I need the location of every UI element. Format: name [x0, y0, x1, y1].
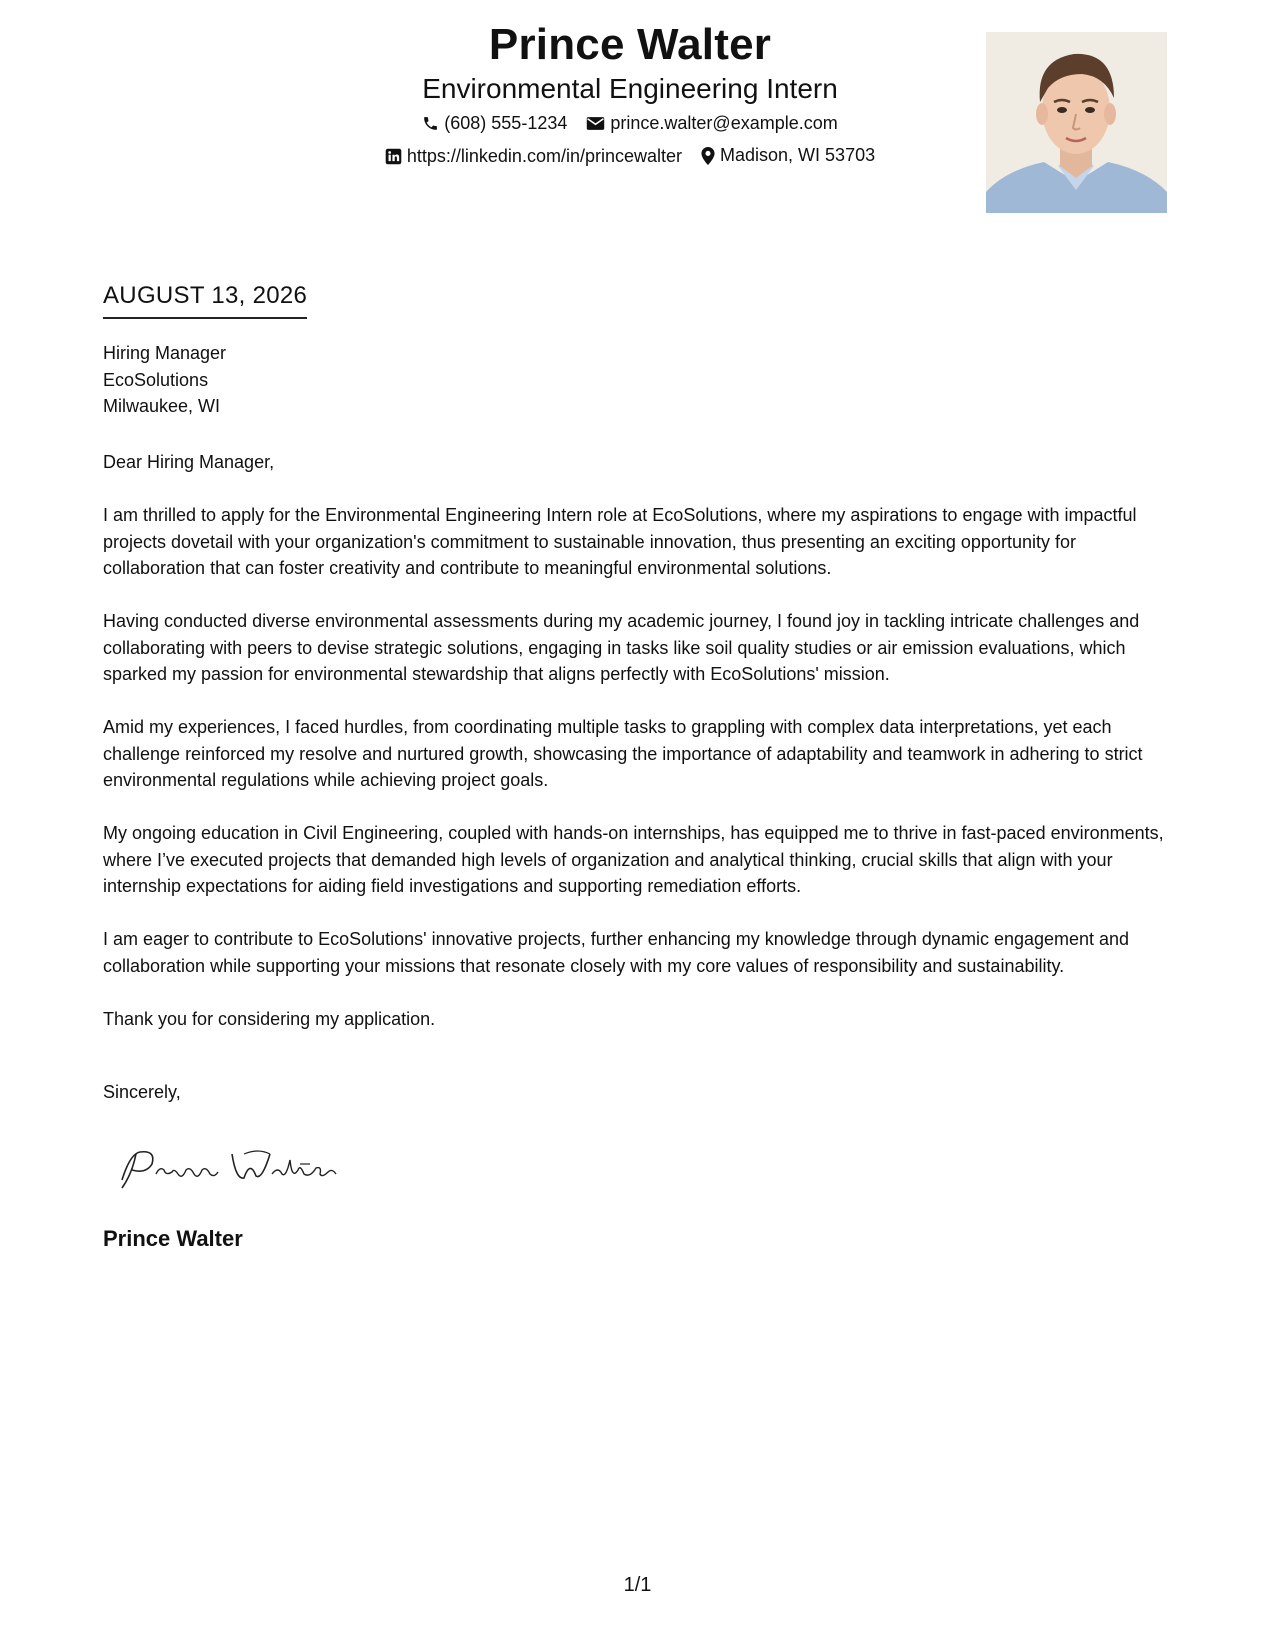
linkedin-icon — [385, 148, 402, 165]
linkedin-text[interactable]: https://linkedin.com/in/princewalter — [406, 145, 682, 166]
body-paragraph: Amid my experiences, I faced hurdles, from coordinating multiple tasks to grappling with complex data interpretations, yet each challenge reinforced my resolve and nurtured growth, showcasing the importance of adaptability and teamwork in adhering to strict environmental regulations while achieving project goals. — [103, 717, 1143, 790]
map-pin-icon — [701, 147, 715, 165]
contact-phone — [422, 113, 567, 134]
contact-email — [586, 113, 837, 134]
contact-linkedin — [385, 146, 682, 167]
closing: Sincerely, — [103, 1082, 181, 1102]
letter-body — [103, 449, 1173, 1059]
applicant-job-title: Environmental Engineering Intern — [422, 73, 838, 104]
page-number: 1/1 — [623, 1574, 652, 1596]
profile-photo — [986, 32, 1167, 213]
contact-location — [701, 145, 875, 166]
recipient-name: Hiring Manager — [103, 343, 227, 363]
envelope-icon — [586, 115, 605, 132]
salutation: Dear Hiring Manager, — [103, 452, 275, 472]
body-paragraph: Having conducted diverse environmental assessments during my academic journey, I found joy in tackling intricate challenges and collaborating with peers to devise strategic solutions, engaging in tasks like soil quality studies or air emission evaluations, which sparked my passion for environmental stewardship that aligns perfectly with EcoSolutions' mission. — [103, 611, 1140, 684]
location-text: Madison, WI 53703 — [720, 145, 876, 165]
signer-name: Prince Walter — [103, 1226, 243, 1251]
body-paragraph: I am eager to contribute to EcoSolutions' innovative projects, further enhancing my knowledge through dynamic engagement and collaboration while supporting your missions that resonate closely with my core values of responsibility and sustainability. — [103, 929, 1130, 976]
body-paragraph: My ongoing education in Civil Engineering, coupled with hands-on internships, has equipped me to thrive in fast-paced environments, where I’ve executed projects that demanded high levels of organization and analytical thinking, crucial skills that align with your internship expectations for aiding field investigations and supporting remediation efforts. — [103, 823, 1164, 896]
recipient-block — [103, 340, 226, 420]
letter-date: AUGUST 13, 2026 — [103, 282, 307, 319]
handwritten-signature — [110, 1140, 360, 1200]
recipient-company: EcoSolutions — [103, 369, 209, 390]
phone-text[interactable]: (608) 555-1234 — [444, 113, 568, 133]
letter-header — [0, 0, 1275, 230]
applicant-name: Prince Walter — [488, 20, 772, 69]
phone-icon — [422, 115, 439, 132]
email-text[interactable]: prince.walter@example.com — [610, 113, 838, 133]
thank-you-line: Thank you for considering my application. — [103, 1008, 436, 1029]
recipient-location: Milwaukee, WI — [103, 396, 221, 416]
body-paragraph: I am thrilled to apply for the Environmental Engineering Intern role at EcoSolutions, where my aspirations to engage with impactful projects dovetail with your organization's commitment to sustainable innovation, thus presenting an exciting opportunity for collaboration that can foster creativity and contribute to meaningful environmental solutions. — [103, 505, 1137, 578]
